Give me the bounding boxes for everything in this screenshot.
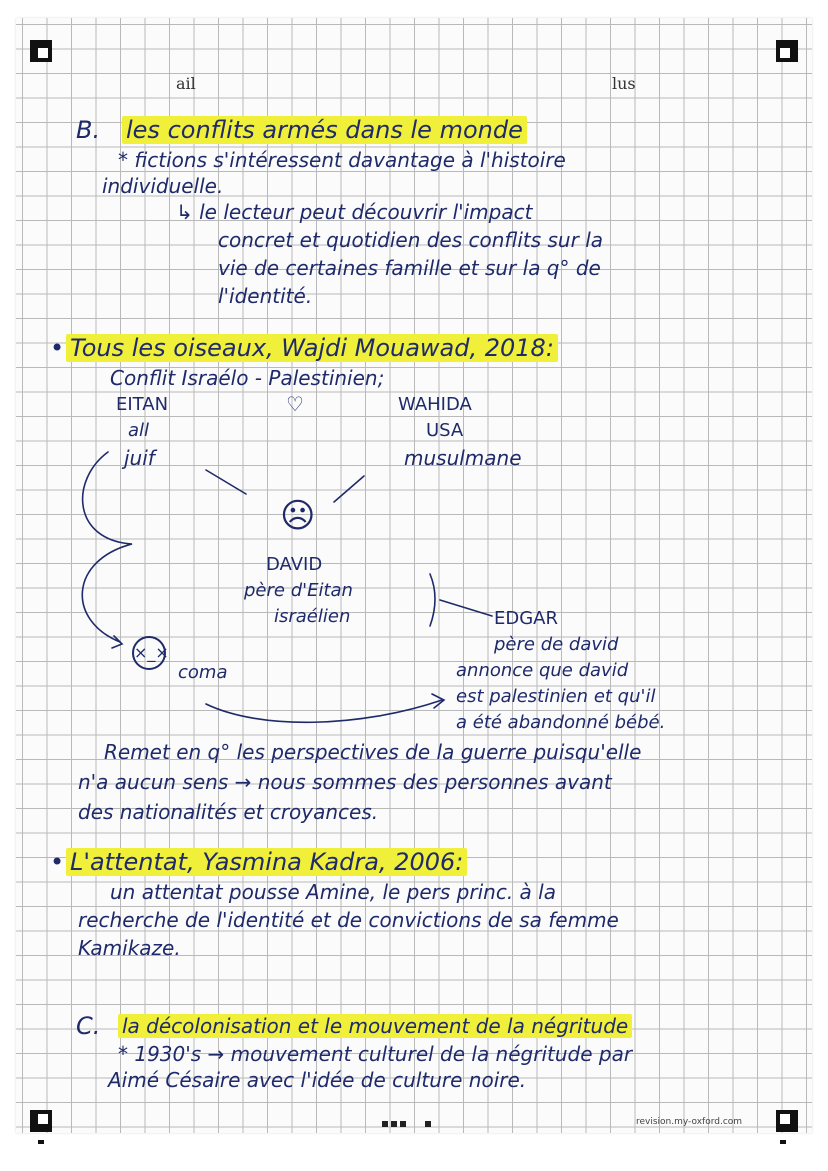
sad-face-icon: ☹ — [280, 496, 316, 536]
conclusion-line-2: n'a aucun sens → nous sommes des personnes avant — [78, 770, 612, 794]
david-nationality: israélien — [274, 606, 351, 627]
eitan-country: all — [128, 420, 150, 441]
work-2-title — [66, 848, 467, 876]
bullet-2: • — [50, 848, 65, 876]
bullet-1: • — [50, 334, 65, 362]
section-b-label: B. — [76, 116, 101, 144]
conclusion-line-3: des nationalités et croyances. — [78, 800, 379, 824]
section-c-title — [118, 1014, 632, 1038]
section-b-line-2: individuelle. — [102, 174, 224, 198]
conflict-label: Conflit Israélo - Palestinien; — [110, 366, 385, 390]
david-to-edgar-line — [440, 600, 492, 616]
page-dots — [382, 1112, 434, 1131]
header-fragment-left: ail — [176, 74, 196, 93]
eitan-name: EITAN — [116, 394, 169, 415]
section-b-line-5: vie de certaines famille et sur la q° de — [218, 256, 601, 280]
section-b-line-1: * fictions s'intéressent davantage à l'histoire — [118, 148, 566, 172]
section-b-title-text: les conflits armés dans le monde — [122, 116, 527, 144]
work-2-line-2: recherche de l'identité et de convictions de sa femme — [78, 908, 619, 932]
edgar-name: EDGAR — [494, 608, 559, 629]
work-2-line-3: Kamikaze. — [78, 936, 181, 960]
eitan-religion: juif — [124, 446, 155, 470]
edgar-line-2: annonce que david — [456, 660, 629, 681]
section-c-label: C. — [76, 1012, 101, 1040]
eitan-to-coma-arrowhead — [112, 636, 122, 648]
heart-icon: ♡ — [286, 392, 304, 416]
work-1-title-text: Tous les oiseaux, Wajdi Mouawad, 2018: — [66, 334, 558, 362]
header-fragment-right: lus — [612, 74, 636, 93]
eitan-to-coma-arrow — [82, 452, 132, 642]
david-name: DAVID — [266, 554, 323, 575]
coma-label: coma — [178, 662, 228, 683]
david-relation: père d'Eitan — [244, 580, 353, 601]
edgar-line-1: père de david — [494, 634, 619, 655]
wahida-to-david-line — [334, 476, 364, 502]
section-c-title-text: la décolonisation et le mouvement de la négritude — [118, 1014, 632, 1038]
section-b-line-3: ↳ le lecteur peut découvrir l'impact — [176, 200, 533, 224]
david-bracket — [430, 574, 435, 626]
work-2-line-1: un attentat pousse Amine, le pers princ. à la — [110, 880, 556, 904]
edgar-line-3: est palestinien et qu'il — [456, 686, 656, 707]
footer-site: revision.my-oxford.com — [636, 1117, 743, 1127]
edgar-line-4: a été abandonné bébé. — [456, 712, 666, 733]
coma-to-edgar-arrow — [206, 700, 442, 722]
wahida-country: USA — [426, 420, 464, 441]
wahida-name: WAHIDA — [398, 394, 472, 415]
coma-face-icon: ×_× — [132, 636, 166, 670]
section-b-line-6: l'identité. — [218, 284, 313, 308]
eitan-to-david-line — [206, 470, 246, 494]
section-b-line-4: concret et quotidien des conflits sur la — [218, 228, 603, 252]
work-2-title-text: L'attentat, Yasmina Kadra, 2006: — [66, 848, 467, 876]
wahida-religion: musulmane — [404, 446, 522, 470]
section-c-line-2: Aimé Césaire avec l'idée de culture noire. — [108, 1068, 527, 1092]
section-c-line-1: * 1930's → mouvement culturel de la négritude par — [118, 1042, 633, 1066]
conclusion-line-1: Remet en q° les perspectives de la guerre puisqu'elle — [104, 740, 642, 764]
